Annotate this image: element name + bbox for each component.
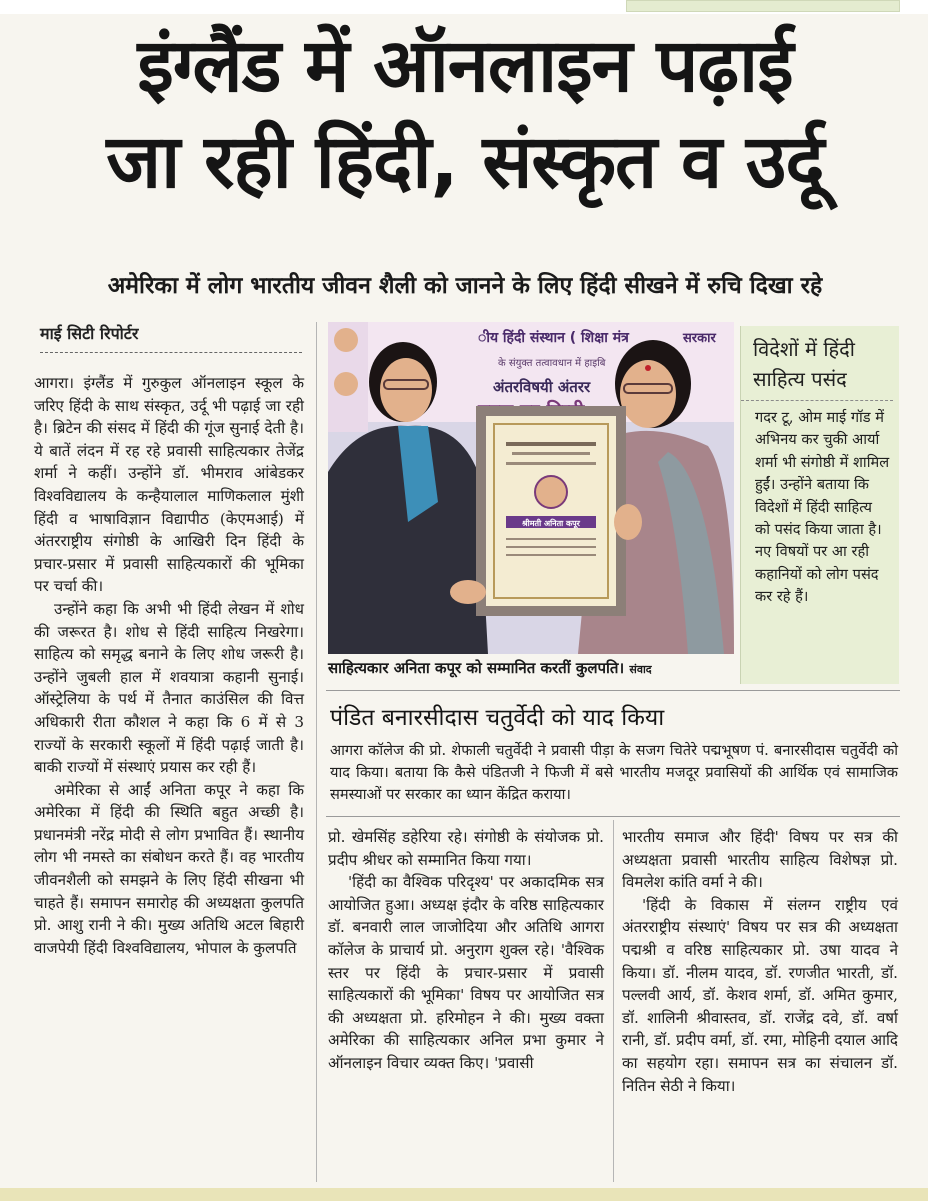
news-photo (328, 322, 734, 654)
left-person-hand (450, 580, 486, 604)
subheadline: अमेरिका में लोग भारतीय जीवन शैली को जानने के लिए हिंदी सीखने में रुचि दिखा रहे (107, 273, 823, 299)
caption-source: संवाद (629, 663, 652, 676)
section-divider (326, 690, 900, 691)
column-2-paragraph-2: 'हिंदी का वैश्विक परिदृश्य' पर अकादमिक सत्र आयोजित हुआ। अध्यक्ष इंदौर के वरिष्ठ साहित्यकार डॉ. बनवारी लाल जाजोदिया और अतिथि आगरा कॉलेज के प्राचार्य प्रो. अनुराग शुक्ल रहे। 'वैश्विक स्तर पर हिंदी के प्रचार-प्रसार में प्रवासी साहित्यकारों की भूमिका' विषय पर आयोजित सत्र की अध्यक्षता प्रो. हरिमोहन ने की। मुख्य वक्ता अमेरिका की साहित्यकार अनिल प्रभा कुमार ने ऑनलाइन विचार व्यक्त किए। 'प्रवासी (328, 873, 604, 1072)
column-divider-2 (613, 820, 614, 1182)
headline-line-2: जा रही हिंदी, संस्कृत व उर्दू (106, 119, 824, 205)
bindi (645, 365, 651, 371)
byline: माई सिटी रिपोर्टर (40, 322, 302, 353)
banner-line-2: के संयुक्त तत्वावधान में हाइबि (498, 358, 606, 369)
top-tab (626, 0, 900, 12)
column-1 (34, 372, 304, 959)
column-divider-1 (316, 322, 317, 1182)
banner-right-text: सरकार (683, 331, 716, 346)
right-person-hand (614, 504, 642, 540)
subarticle-bottom-rule (326, 816, 900, 817)
column-3-paragraph-2: 'हिंदी के विकास में संलग्न राष्ट्रीय एवं अंतरराष्ट्रीय संस्थाएं' विषय पर सत्र की अध्यक्षता पद्मश्री व वरिष्ठ साहित्यकार प्रो. उषा यादव ने किया। डॉ. नीलम यादव, डॉ. रणजीत भारती, डॉ. पल्लवी आर्य, डॉ. केशव शर्मा, डॉ. अमित कुमार, डॉ. शालिनी श्रीवास्तव, डॉ. राजेंद्र दवे, डॉ. वर्षा रानी, डॉ. प्रदीप वर्मा, डॉ. रमा, मोहिनी दयाल आदि का सहयोग रहा। समापन सत्र का संचालन डॉ. नितिन सेठी ने किया। (622, 895, 898, 1095)
column-2-paragraph-1: प्रो. खेमसिंह डहेरिया रहे। संगोष्ठी के संयोजक प्रो. प्रदीप श्रीधर को सम्मानित किया गया। (328, 828, 604, 869)
column-1-paragraph-2: उन्होंने कहा कि अभी भी हिंदी लेखन में शोध की जरूरत है। शोध से हिंदी साहित्य निखरेगा। साहित्य को समृद्ध बनाने के लिए शोध जरूरी है। उन्होंने जुबली हाल में शवयात्रा कहानी सुनाई। ऑस्ट्रेलिया के पर्थ में तैनात काउंसिल की वित्त अधिकारी रीता कौशल ने कहा कि 6 में से 3 राज्यों के सरकारी स्कूलों में हिंदी पढ़ाई जाती है। बाकी राज्यों में संस्थाएं प्रयास कर रही हैं। (34, 599, 304, 777)
photo-illustration (328, 322, 734, 654)
certificate-line-2 (512, 452, 590, 455)
photo-caption (328, 658, 734, 678)
certificate-line-6 (506, 554, 596, 556)
column-2 (328, 826, 604, 1075)
banner-text: ीय हिंदी संस्थान ( शिक्षा मंत्र (478, 330, 629, 346)
caption-text: साहित्यकार अनिता कपूर को सम्मानित करतीं कुलपति। (328, 659, 625, 677)
column-1-paragraph-1: आगरा। इंग्लैंड में गुरुकुल ऑनलाइन स्कूल के जरिए हिंदी के साथ संस्कृत, उर्दू भी पढ़ाई जा रही है। ब्रिटेन की संसद में हिंदी की गूंज सुनाई देती है। ये बातें लंदन में रह रहे प्रवासी साहित्यकार तेजेंद्र शर्मा ने कहीं। उन्होंने डॉ. भीमराव आंबेडकर विश्वविद्यालय के कन्हैयालाल माणिकलाल मुंशी हिंदी व भाषाविज्ञान विद्यापीठ (केएमआई) में अंतरराष्ट्रीय संगोष्ठी के आखिरी दिन हिंदी के प्रचार-प्रसार में प्रवासी साहित्यकारों की भूमिका पर चर्चा की। (34, 374, 304, 596)
headline-line-1: इंग्लैंड में ऑनलाइन पढ़ाई (137, 23, 793, 109)
side-box (740, 326, 899, 684)
certificate-line-5 (506, 546, 596, 548)
side-box-body: गदर टू, ओम माई गॉड में अभिनय कर चुकी आर्या शर्मा भी संगोष्ठी में शामिल हुईं। उन्होंने बताया कि विदेशों में हिंदी साहित्य को पसंद किया जाता है। नए विषयों पर आ रही कहानियों को लोग पसंद कर रहे हैं। (755, 409, 890, 606)
top-strip (0, 0, 928, 14)
bottom-strip (0, 1188, 928, 1201)
column-1-paragraph-3: अमेरिका से आईं अनिता कपूर ने कहा कि अमेरिका में हिंदी की स्थिति बहुत अच्छी है। प्रधानमंत्री नरेंद्र मोदी से लोग प्रभावित हैं। स्थानीय लोग भी नमस्ते का संबोधन करते हैं। वह भारतीय जीवनशैली को समझने के लिए हिंदी सीखना भी चाहते हैं। समापन समारोह की अध्यक्षता कुलपति प्रो. आशु रानी ने की। मुख्य अतिथि अटल बिहारी वाजपेयी हिंदी विश्वविद्यालय, भोपाल के कुलपति (34, 780, 304, 957)
certificate-line-1 (506, 442, 596, 446)
certificate-portrait (535, 476, 567, 508)
column-3 (622, 826, 898, 1097)
banner-line-3: अंतरविषयी अंतरर (493, 378, 591, 396)
column-3-paragraph-1: भारतीय समाज और हिंदी' विषय पर सत्र की अध्यक्षता प्रवासी भारतीय साहित्य विशेषज्ञ प्रो. विमलेश कांति वर्मा ने की। (622, 828, 898, 892)
banner-portrait-2 (334, 372, 358, 396)
headline (20, 18, 910, 210)
certificate-line-3 (506, 462, 596, 465)
side-box-title: विदेशों में हिंदी साहित्य पसंद (741, 326, 893, 401)
banner-portrait-1 (334, 328, 358, 352)
certificate-line-4 (506, 538, 596, 540)
certificate-name: श्रीमती अनिता कपूर (522, 519, 580, 528)
subarticle-title: पंडित बनारसीदास चतुर्वेदी को याद किया (330, 705, 665, 731)
subarticle-body: आगरा कॉलेज की प्रो. शेफाली चतुर्वेदी ने प्रवासी पीड़ा के सजग चितेरे पद्मभूषण पं. बनारसीदास चतुर्वेदी को याद किया। बताया कि कैसे पंडितजी ने फिजी में बसे भारतीय मजदूर प्रवासियों की आर्थिक एवं सामाजिक समस्याओं पर सरकार का ध्यान केंद्रित कराया। (330, 742, 898, 803)
